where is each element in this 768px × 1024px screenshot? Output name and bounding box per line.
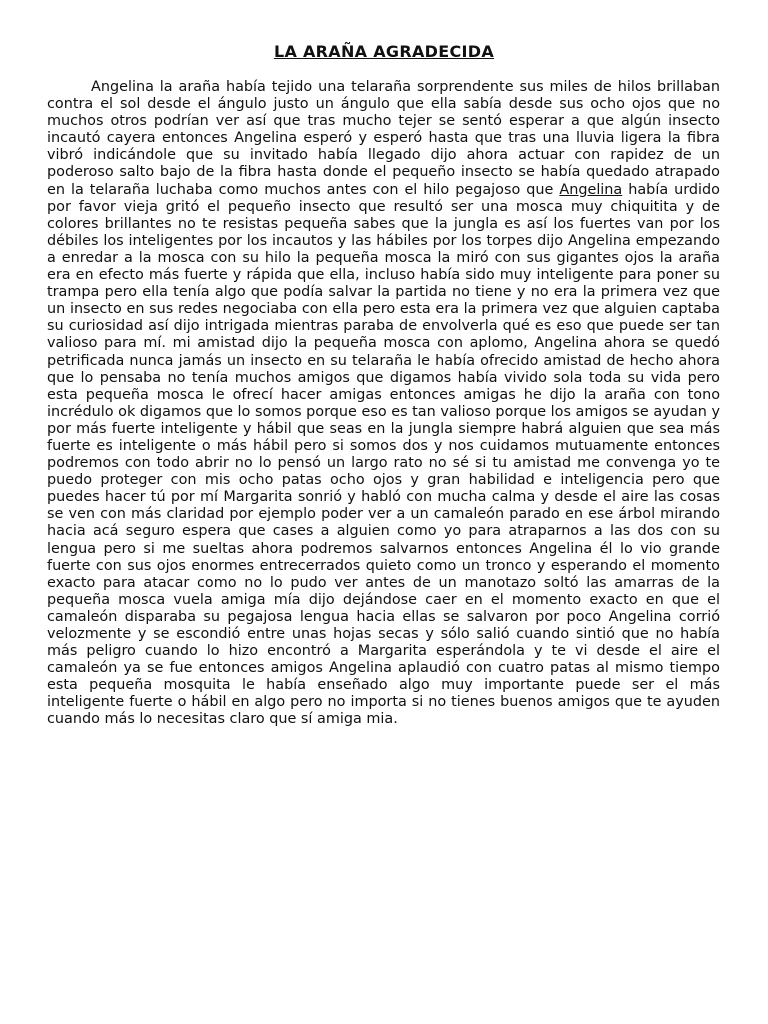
- paragraph-text-end: había urdido por favor vieja gritó el pequeño insecto que resultó ser una mosca muy chiquitita y de colores brillantes no te resistas pequeña sabes que la jungla es así los fuertes van por los débiles los inteligentes por los incautos y las hábiles por los torpes dijo Angelina empezando a enredar a la mosca con su hilo la pequeña mosca la miró con sus gigantes ojos la araña era en efecto más fuerte y rápida que ella, incluso había sido muy inteligente para poner su trampa pero ella tenía algo que podía salvar la partida no tiene y no era la primera vez que un insecto en sus redes negociaba con ella pero esta era la primera vez que alguien captaba su curiosidad así dijo intrigada mientras paraba de envolverla qué es eso que puede ser tan valioso para mí. mi amistad dijo la pequeña mosca con aplomo, Angelina ahora se quedó petrificada nunca jamás un insecto en su telaraña le había ofrecido amistad de hecho ahora que lo pensaba no tenía muchos amigos que digamos había vivido sola toda su vida pero esta pequeña mosca le ofrecí hacer amigas entonces amigas he dijo la araña con tono incrédulo ok digamos que lo somos porque eso es tan valioso porque los amigos se ayudan y por más fuerte inteligente y hábil que seas en la jungla siempre habrá alguien que sea más fuerte es inteligente o más hábil pero si somos dos y nos cuidamos mutuamente entonces podremos con todo abrir no lo pensó un largo rato no sé si tu amistad me convenga yo te puedo proteger con mis ocho patas ocho ojos y gran habilidad e inteligencia pero que puedes hacer tú por mí Margarita sonrió y habló con mucha calma y desde el aire las cosas se ven con más claridad por ejemplo poder ver a un camaleón parado en ese árbol mirando hacia acá seguro espera que cases a alguien como yo para atraparnos a las dos con su lengua pero si me sueltas ahora podremos salvarnos entonces Angelina él lo vio grande fuerte con sus ojos enormes entrecerrados quieto como un tronco y esperando el momento exacto para atacar como no lo pudo ver antes de un manotazo soltó las amarras de la pequeña mosca vuela amiga mía dijo dejándose caer en el momento exacto en que el camaleón disparaba su pegajosa lengua hacia ellas se salvaron por poco Angelina corrió velozmente y se escondió entre unas hojas secas y sólo salió cuando sintió que no había más peligro cuando lo hizo encontró a Margarita esperándola y te vi desde el aire el camaleón ya se fue entonces amigos Angelina aplaudió con cuatro patas al mismo tiempo esta pequeña mosquita le había enseñado algo muy importante puede ser el más inteligente fuerte o hábil en algo pero no importa si no tienes buenos amigos que te ayuden cuando más lo necesitas claro que sí amiga mia.: [47, 181, 720, 728]
- paragraph-text-start: Angelina la araña había tejido una telaraña sorprendente sus miles de hilos brillaban contra el sol desde el ángulo justo un ángulo que ella sabía desde sus ocho ojos que no muchos otros podrían ver así que tras mucho tejer se sentó esperar a que algún insecto incautó cayera entonces Angelina esperó y esperó hasta que tras una lluvia ligera la fibra vibró indicándole que su invitado había llegado dijo ahora actuar con rapidez de un poderoso salto bajo de la fibra hasta donde el pequeño insecto se había quedado atrapado en la telaraña luchaba como muchos antes con el hilo pegajoso que: [47, 79, 720, 198]
- story-paragraph: [47, 79, 720, 729]
- underlined-name: Angelina: [559, 181, 623, 198]
- document-title: LA ARAÑA AGRADECIDA: [273, 42, 495, 61]
